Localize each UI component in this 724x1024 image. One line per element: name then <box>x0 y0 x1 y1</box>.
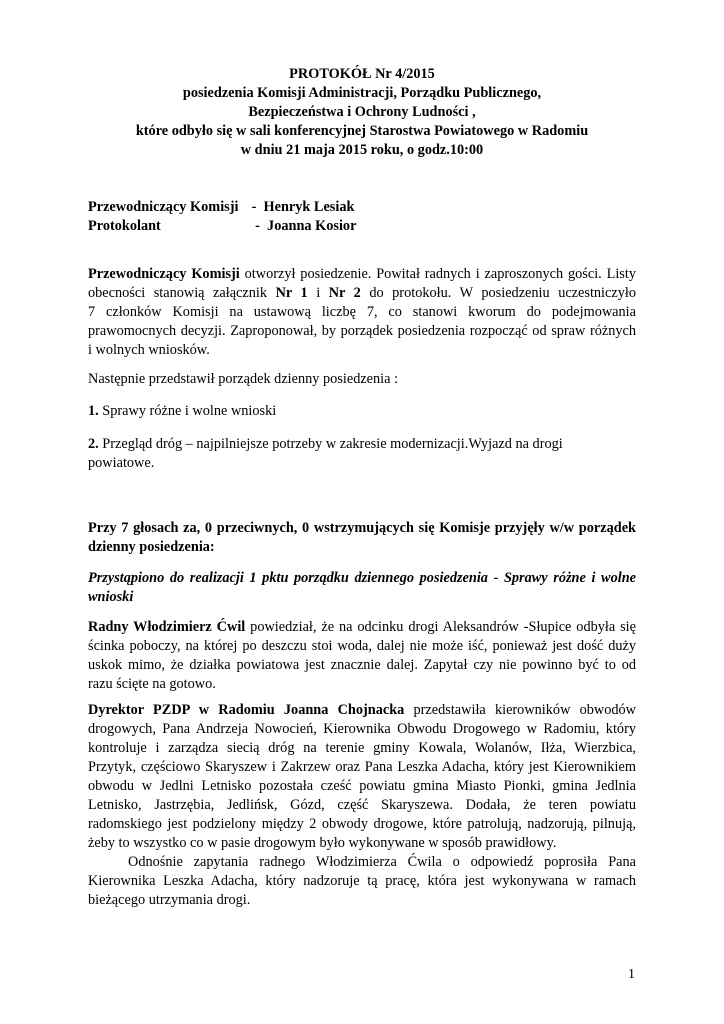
header-line: posiedzenia Komisji Administracji, Porządku Publicznego, <box>182 85 542 101</box>
attachment-nr2: Nr 2 <box>328 285 361 301</box>
page-number: 1 <box>628 967 635 982</box>
attachment-nr1: Nr 1 <box>275 285 308 301</box>
chair-label: Przewodniczący Komisji <box>88 199 239 215</box>
roles-block <box>88 198 356 236</box>
header-line: Bezpieczeństwa i Ochrony Ludności , <box>248 104 476 120</box>
agenda-item-1: 1. Sprawy różne i wolne wnioski <box>88 403 277 419</box>
header-line: które odbyło się w sali konferencyjnej Starostwa Powiatowego w Radomiu <box>135 123 589 139</box>
chair-name-bold: Przewodniczący Komisji <box>88 266 240 282</box>
agenda-item-2: 2. Przegląd dróg – najpilniejsze potrzeby w zakresie modernizacji.Wyjazd na drogi powiatowe. <box>88 436 563 471</box>
chair-row <box>88 198 356 217</box>
header-date: w dniu 21 maja 2015 roku, o godz.10:00 <box>240 142 484 158</box>
protocol-title: PROTOKÓŁ Nr 4/2015 <box>289 66 435 82</box>
director-paragraph: Dyrektor PZDP w Radomiu Joanna Chojnacka przedstawiła kierowników obwodów drogowych, Pana Andrzeja Nowocień, Kierownika Obwodu Drogowego w Radomiu, który kontroluje i zarządza siecią dróg na terenie gminy Kowala, Wolanów, Iłża, Wierzbica, Przytyk, częściowo Skaryszew i Zakrzew oraz Pana Leszka Adacha, który jest Kierownikiem obwodu w Jedlni Letnisko pozostała cześć powiatu gmina Miasto Pionki, gmina Jedlnia Letnisko, Jastrzębia, Jedlińsk, Gózd, część Skaryszewa. Dodała, że teren powiatu radomskiego jest podzielony między 2 obwody drogowe, które patrolują, nadzorują, pilnują, żeby to wszystko co w pasie drogowym było wykonywane w sposób prawidłowy. Odnośnie zapytania radnego Włodzimierza Ćwila o odpowiedź poprosiła Pana Kierownika Leszka Adacha, który nadzoruje tą pracę, która jest wykonywana w ramach bieżącego utrzymania drogi. <box>88 702 636 908</box>
secretary-label: Protokolant <box>88 218 161 234</box>
opening-paragraph: Przewodniczący Komisji otworzył posiedzenie. Powitał radnych i zaproszonych gości. Listy obecności stanowią załącznik Nr 1 i Nr 2 do protokołu. W posiedzeniu uczestniczyło 7 członków Komisji na ustawową liczbę 7, co stanowi kworum do podejmowania prawomocnych decyzji. Zaproponował, by porządek posiedzenia rozpocząć od spraw różnych i wolnych wniosków. <box>88 266 636 358</box>
vote-result: Przy 7 głosach za, 0 przeciwnych, 0 wstrzymujących się Komisje przyjęły w/w porządek dzienny posiedzenia: <box>88 520 636 555</box>
agenda-intro: Następnie przedstawił porządek dzienny posiedzenia : <box>88 371 399 387</box>
speaker-name: Radny Włodzimierz Ćwil <box>88 619 246 635</box>
councillor-cwil-paragraph: Radny Włodzimierz Ćwil powiedział, że na odcinku drogi Aleksandrów -Słupice odbyła się ścinka poboczy, na której po deszczu stoi woda, dalej nie może iść, ponieważ jest dość duży uskok mimo, że działka powiatowa jest znacznie dalej. Zapytał czy nie powinno być to od razu ścięte na gotowo. <box>88 619 636 692</box>
secretary-row <box>88 217 356 236</box>
secretary-value: - Joanna Kosior <box>248 218 357 234</box>
document-header <box>88 65 636 160</box>
chair-value: - Henryk Lesiak <box>248 199 355 215</box>
speaker-name: Dyrektor PZDP w Radomiu Joanna Chojnacka <box>88 702 405 718</box>
agenda-point-1-heading: Przystąpiono do realizacji 1 pktu porządku dziennego posiedzenia - Sprawy różne i wolne wnioski <box>88 570 636 605</box>
